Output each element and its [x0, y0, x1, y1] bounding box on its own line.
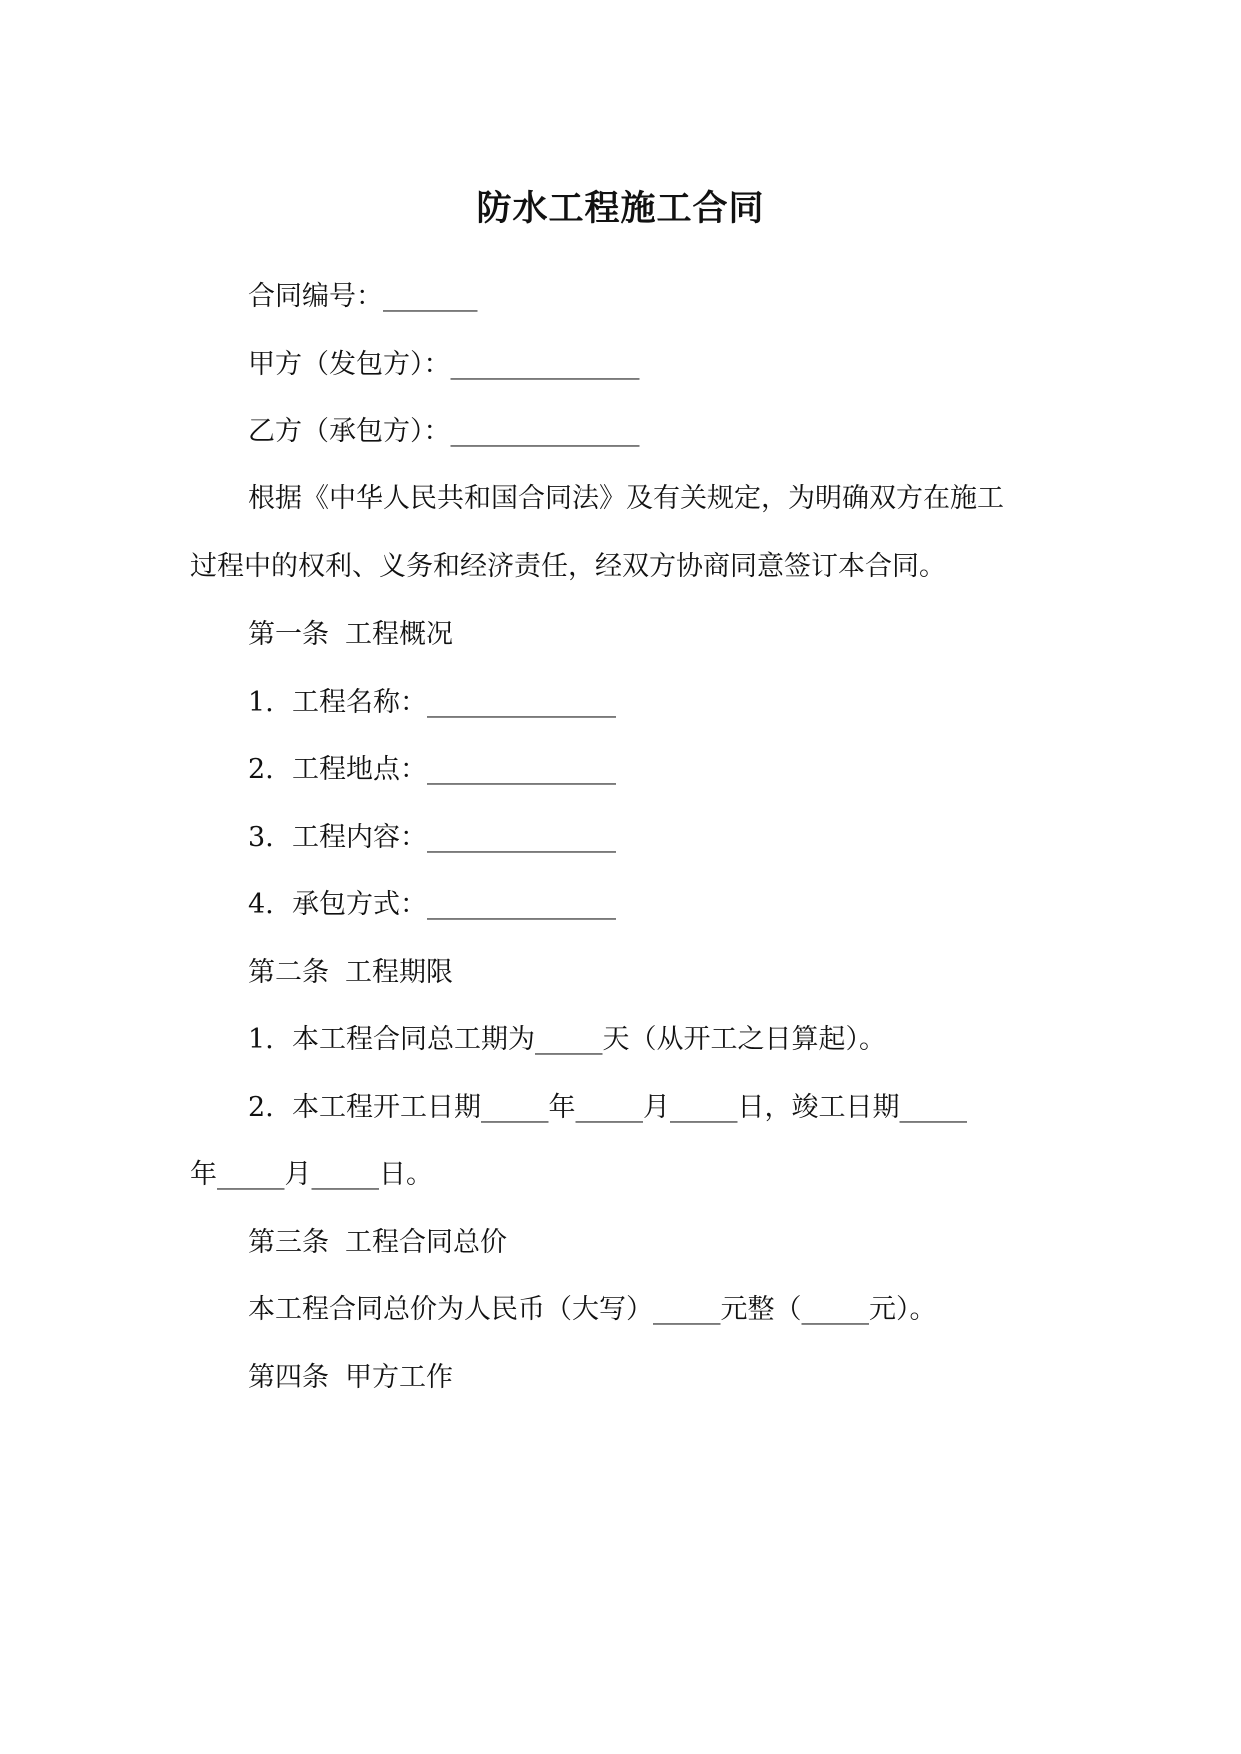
contract-number-line: 合同编号：_______	[248, 281, 478, 312]
item-text: 本工程合同总工期为_____天（从开工之日算起）。	[292, 1024, 886, 1055]
article-1-item-3	[248, 820, 616, 856]
article-1-item-2	[248, 752, 616, 788]
article-1-item-4	[248, 887, 616, 923]
article-3-title: 工程合同总价	[345, 1227, 507, 1258]
article-2-item-2	[248, 1090, 967, 1126]
item-number: 1.	[248, 687, 274, 718]
item-text: 承包方式：______________	[292, 889, 616, 920]
intro-line-1: 根据《中华人民共和国合同法》及有关规定，为明确双方在施工	[248, 483, 1004, 514]
item-text: 工程内容：______________	[292, 822, 616, 853]
party-b-line: 乙方（承包方）：______________	[248, 416, 640, 447]
article-1-item-1	[248, 685, 616, 721]
item-number: 2.	[248, 1092, 274, 1123]
item-number: 2.	[248, 754, 274, 785]
article-2-item-2-continued: 年_____月_____日。	[190, 1159, 433, 1190]
article-1-heading	[248, 617, 453, 653]
article-3-body: 本工程合同总价为人民币（大写）_____元整（_____元）。	[248, 1294, 937, 1325]
item-text: 工程地点：______________	[292, 754, 616, 785]
item-text: 本工程开工日期_____年_____月_____日，竣工日期_____	[292, 1092, 967, 1123]
intro-line-2: 过程中的权利、义务和经济责任，经双方协商同意签订本合同。	[190, 551, 946, 582]
article-3-number: 第三条	[248, 1227, 329, 1258]
article-2-item-1	[248, 1022, 886, 1058]
article-4-number: 第四条	[248, 1362, 329, 1393]
article-2-title: 工程期限	[345, 957, 453, 988]
item-number: 3.	[248, 822, 274, 853]
article-1-number: 第一条	[248, 619, 329, 650]
article-1-title: 工程概况	[345, 619, 453, 650]
party-a-line: 甲方（发包方）：______________	[248, 349, 640, 380]
item-text: 工程名称：______________	[292, 687, 616, 718]
item-number: 4.	[248, 889, 274, 920]
article-3-heading	[248, 1225, 507, 1261]
item-number: 1.	[248, 1024, 274, 1055]
article-4-heading	[248, 1360, 453, 1396]
article-2-heading	[248, 955, 453, 991]
article-4-title: 甲方工作	[345, 1362, 453, 1393]
document-title: 防水工程施工合同	[476, 188, 765, 229]
article-2-number: 第二条	[248, 957, 329, 988]
